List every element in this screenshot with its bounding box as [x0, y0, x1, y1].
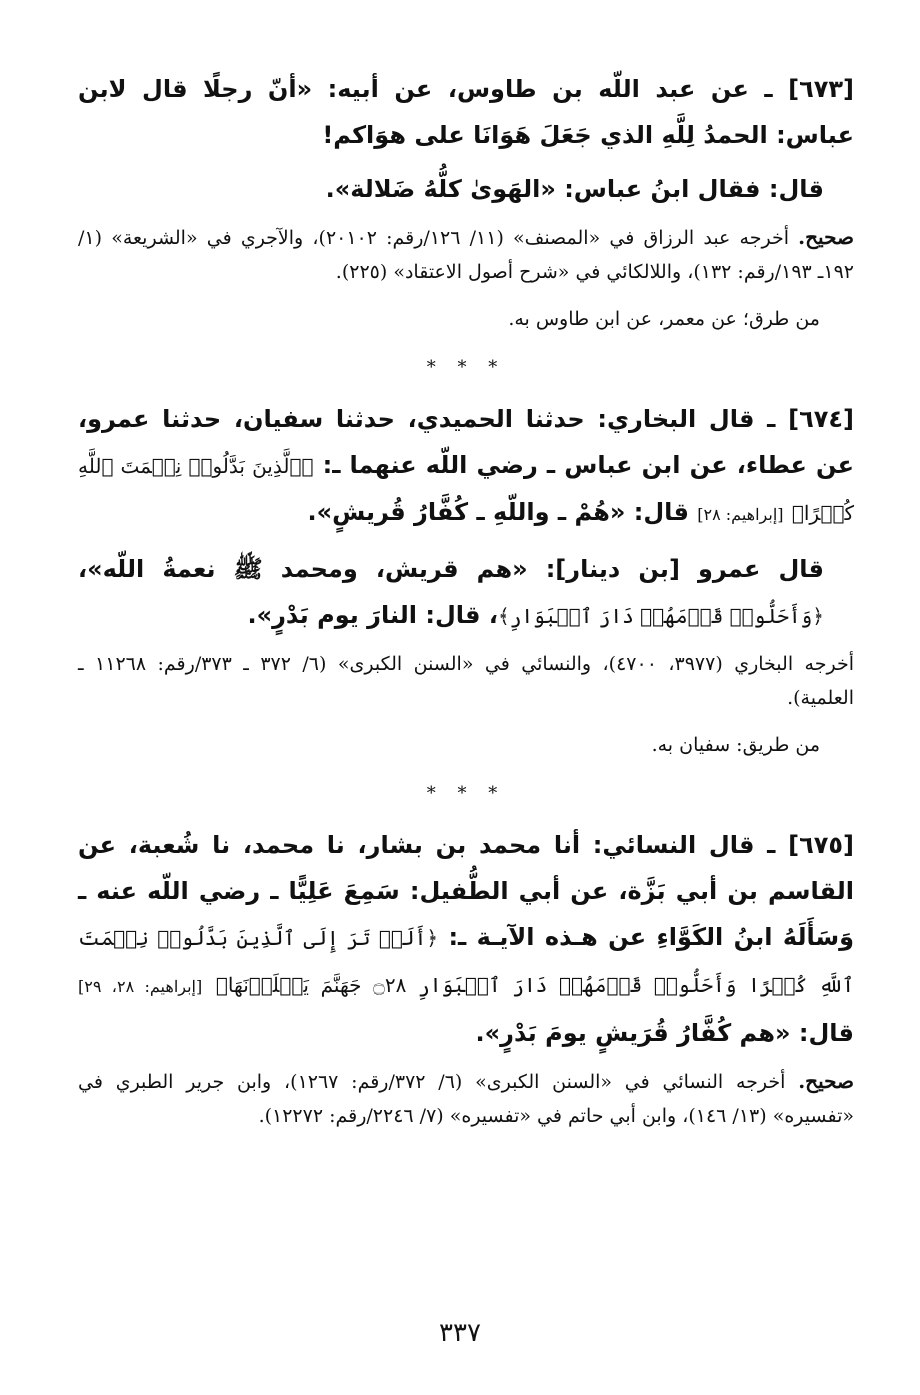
hadith-675-text: [78, 822, 854, 1056]
hadith-674: [78, 396, 854, 761]
hadith-674-amr-end: ، قال: النارَ يوم بَدْرٍ».: [247, 601, 498, 629]
hadith-675-sources: أخرجه النسائي في «السنن الكبرى» (٦/ ٣٧٢/رقم: ١٢٦٧)، وابن جرير الطبري في «تفسيره» (١٣/ ١٤٦)، وابن أبي حاتم في «تفسيره» (٧/ ٢٢٤٦/رقم: ١٢٢٧٢).: [78, 1071, 854, 1127]
hadith-673-reply: قال: فقال ابنُ عباس: «الهَوىٰ كلُّهُ ضَلالة».: [325, 175, 824, 203]
separator: * * *: [426, 783, 506, 804]
hadith-673-text: [٦٧٣] ـ عن عبد اللّه بن طاوس، عن أبيه: «أنّ رجلًا قال لابن عباس: الحمدُ لِلَّهِ الذي جَعَلَ هَوَانَا على هوَاكم!: [78, 75, 854, 149]
hadith-675: [78, 822, 854, 1133]
quran-verse: ﴿أَلَمۡ تَرَ إِلَى ٱلَّذِينَ بَدَّلُوا۟ نِعۡمَتَ ٱللَّهِ كُفۡرًا وَأَحَلُّوا۟ قَوۡمَهُمۡ دَارَ ٱلۡبَوَارِ ۝٢٨ جَهَنَّمَ يَصۡلَوۡنَهَا﴾: [78, 926, 855, 997]
hadith-674-amr-text: قال عمرو [بن دينار]: «هم قريش، ومحمد ﷺ نعمةُ اللّه»،: [78, 555, 824, 583]
hadith-674-isnad: [٦٧٤] ـ قال البخاري: حدثنا الحميدي، حدثنا سفيان، حدثنا عمرو، عن عطاء، عن ابن عباس ـ رضي اللّه عنهما ـ:: [78, 405, 855, 479]
page-body: [78, 66, 854, 1366]
hadith-674-matn: قال: «هُمْ ـ واللّهِ ـ كُفَّارُ قُريشٍ».: [307, 498, 689, 526]
page-number: ٣٣٧: [439, 1318, 481, 1348]
hadith-673: [78, 66, 854, 335]
hadith-673-grade: صحيح.: [798, 225, 854, 249]
hadith-675-matn: قال: «هم كُفَّارُ قُرَيشٍ يومَ بَدْرٍ».: [475, 1019, 854, 1047]
quran-verse: ﴿وَأَحَلُّوا۟ قَوۡمَهُمۡ دَارَ ٱلۡبَوَارِ﴾: [497, 604, 824, 628]
hadith-674-text: [78, 396, 854, 538]
separator: * * *: [426, 357, 506, 378]
hadith-673-route: من طرق؛ عن معمر، عن ابن طاوس به.: [508, 308, 820, 330]
hadith-675-grade: صحيح.: [798, 1069, 855, 1093]
hadith-675-takhrij: [78, 1064, 854, 1133]
hadith-674-takhrij: أخرجه البخاري (٣٩٧٧، ٤٧٠٠)، والنسائي في «السنن الكبرى» (٦/ ٣٧٢ ـ ٣٧٣/رقم: ١١٢٦٨ ـ العلمية).: [78, 653, 854, 709]
hadith-673-sources: أخرجه عبد الرزاق في «المصنف» (١١/ ١٢٦/رقم: ٢٠١٠٢)، والآجري في «الشريعة» (١/ ١٩٢ـ ١٩٣/رقم: ١٣٢)، واللالكائي في «شرح أصول الاعتقاد» (٢٢٥).: [78, 227, 854, 283]
verse-reference: [إبراهيم: ٢٨]: [697, 505, 784, 524]
hadith-674-amr: [78, 546, 854, 639]
hadith-673-takhrij: [78, 220, 854, 289]
hadith-674-route: من طريق: سفيان به.: [651, 734, 820, 756]
verse-reference: [إبراهيم: ٢٨، ٢٩]: [78, 977, 203, 996]
hadith-675-isnad: [٦٧٥] ـ قال النسائي: أنا محمد بن بشار، نا محمد، نا شُعبة، عن القاسم بن أبي بَزَّة، عن أبي الطُّفيل: سَمِعَ عَلِيًّا ـ رضي اللّه عنه ـ وَسَأَلَهُ ابنُ الكَوَّاءِ عن هـذه الآيـة ـ:: [78, 831, 854, 951]
quran-verse: ﴿ٱلَّذِينَ بَدَّلُوا۟ نِعۡمَتَ ٱللَّهِ كُفۡرًا﴾: [78, 454, 854, 525]
